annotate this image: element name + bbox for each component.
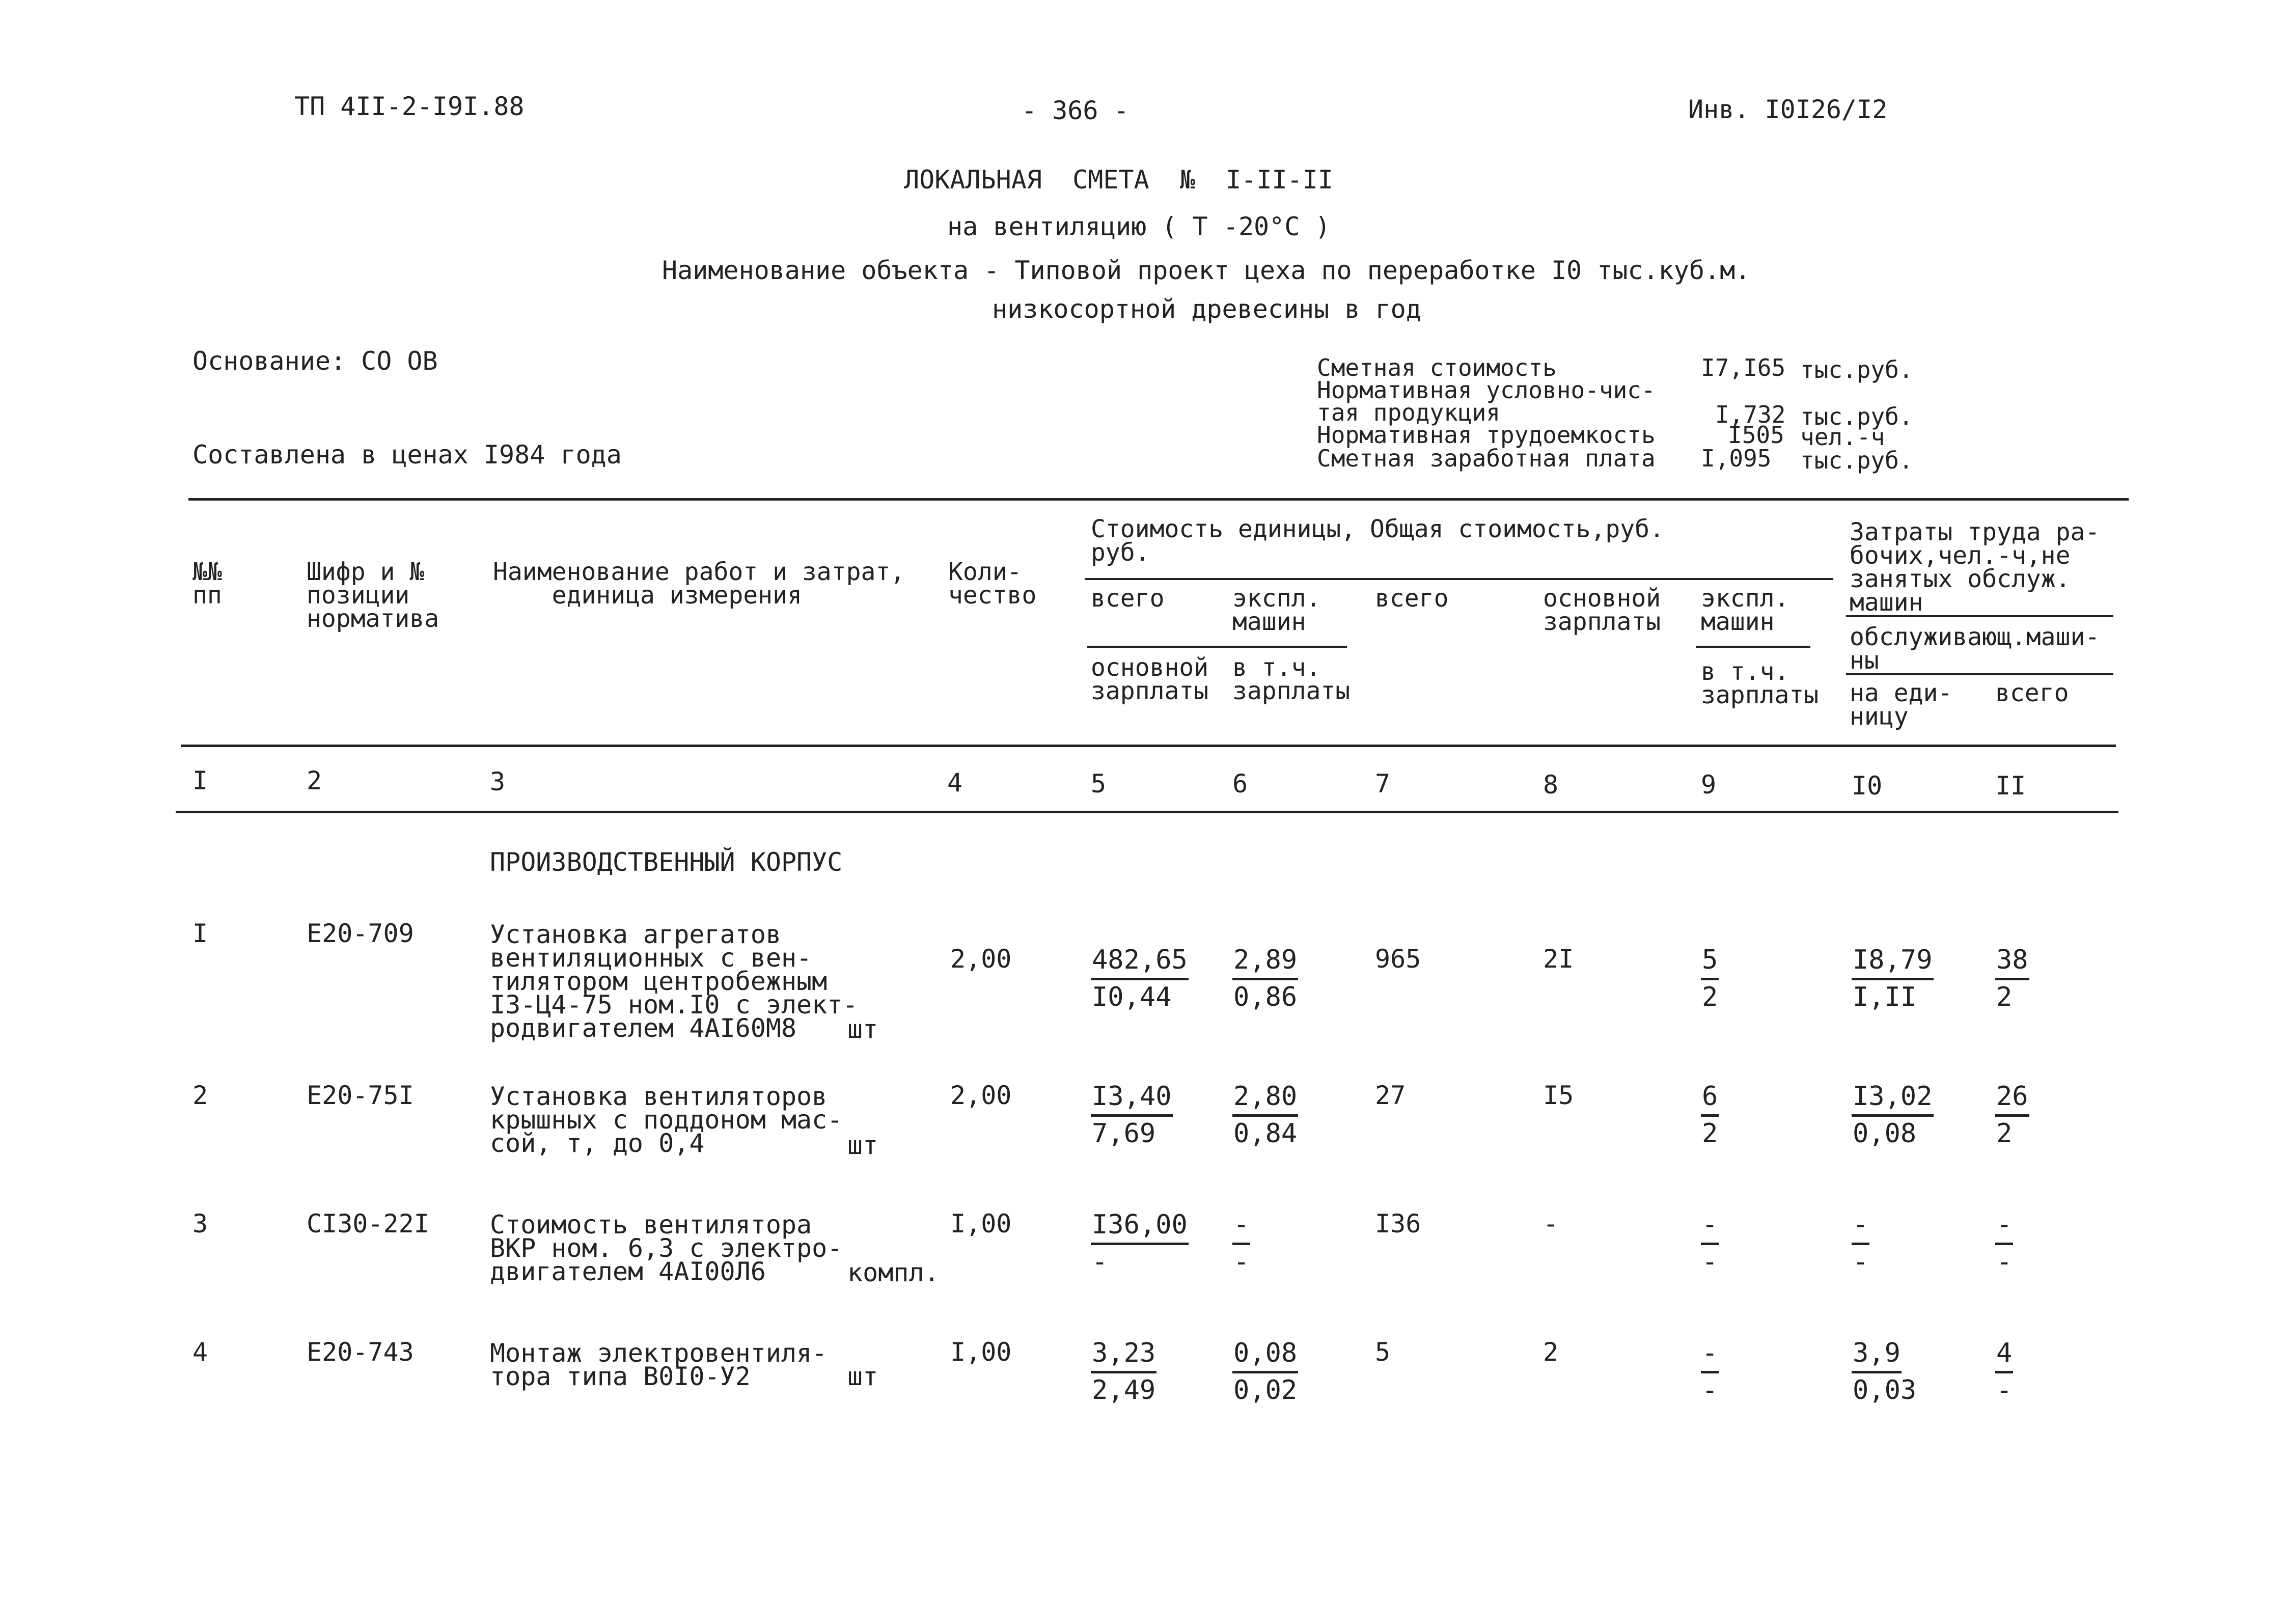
total-machine-wages: 2 bbox=[1702, 982, 1718, 1012]
summary-unit: тыс.руб. bbox=[1800, 403, 1913, 430]
summary-label: Сметная стоимость bbox=[1317, 354, 1557, 381]
machines-subrule bbox=[1696, 646, 1810, 648]
header-c6-bottom: в т.ч. зарплаты bbox=[1232, 653, 1351, 705]
row-unit-cost bbox=[1091, 1336, 1156, 1407]
header-bottom-rule bbox=[181, 745, 2116, 747]
estimate-subtitle: на вентиляцию ( Т -20°С ) bbox=[947, 212, 1331, 241]
row-labor-total bbox=[1995, 943, 2029, 1014]
row-labor-unit bbox=[1852, 943, 1934, 1014]
labor-service-per-unit: I,II bbox=[1853, 982, 1917, 1012]
row-machine-cost bbox=[1232, 943, 1298, 1014]
header-labor-sub: обслуживающ.маши- ны bbox=[1850, 623, 2100, 675]
summary-value: I,095 bbox=[1701, 445, 1772, 472]
row-unit-cost bbox=[1091, 943, 1189, 1014]
labor-per-unit: I8,79 bbox=[1852, 943, 1934, 980]
header-c5-top: всего bbox=[1091, 584, 1165, 613]
row-work-name: Установка агрегатов вентиляционных с вен- тилятором центробежным I3-Ц4-75 ном.I0 с элект- родвигателем 4АI60М8 bbox=[490, 920, 858, 1043]
row-work-name: Установка вентиляторов крышных с поддоном мас- сой, т, до 0,4 bbox=[490, 1082, 843, 1158]
labor-total: 38 bbox=[1995, 943, 2029, 980]
total-machines: - bbox=[1701, 1208, 1719, 1245]
unit-cost-subrule bbox=[1087, 646, 1347, 648]
header-labor: Затраты труда ра- бочих,чел.-ч,не занятых обслуж. машин bbox=[1850, 518, 2100, 617]
machine-wages: 0,02 bbox=[1233, 1375, 1298, 1406]
header-c8: основной зарплаты bbox=[1543, 584, 1661, 636]
row-unit: шт bbox=[847, 1131, 878, 1160]
unit-cost-total: I36,00 bbox=[1091, 1208, 1189, 1245]
labor-service-total: - bbox=[1996, 1247, 2013, 1277]
estimate-title: ЛОКАЛЬНАЯ СМЕТА № I-II-II bbox=[904, 165, 1333, 195]
row-total-machines bbox=[1701, 943, 1719, 1014]
header-work-name: Наименование работ и затрат, единица измерения bbox=[493, 558, 905, 610]
row-machine-cost bbox=[1232, 1336, 1298, 1407]
summary-value: I505 bbox=[1728, 421, 1784, 449]
row-total: 965 bbox=[1375, 944, 1421, 974]
unit-cost-wages: 7,69 bbox=[1092, 1118, 1156, 1149]
unit-cost-total: 482,65 bbox=[1091, 943, 1189, 980]
labor-total: - bbox=[1995, 1208, 2013, 1245]
header-c9-bottom: в т.ч. зарплаты bbox=[1701, 657, 1819, 709]
header-total-cost: Общая стоимость,руб. bbox=[1370, 515, 1664, 543]
total-machines: 6 bbox=[1701, 1080, 1719, 1117]
summary-unit: тыс.руб. bbox=[1800, 447, 1913, 474]
row-unit-cost bbox=[1091, 1080, 1173, 1150]
row-unit: шт bbox=[847, 1362, 878, 1391]
row-labor-unit bbox=[1852, 1208, 1869, 1279]
row-machine-cost bbox=[1232, 1208, 1250, 1279]
row-labor-total bbox=[1995, 1080, 2029, 1150]
row-code: Е20-75I bbox=[307, 1081, 414, 1110]
summary-value: I,732 bbox=[1715, 401, 1786, 428]
row-total-wages: 2I bbox=[1543, 944, 1574, 974]
row-total: 27 bbox=[1375, 1081, 1406, 1110]
section-title: ПРОИЗВОДСТВЕННЫЙ КОРПУС bbox=[490, 847, 843, 877]
machine-cost: 2,89 bbox=[1232, 943, 1298, 980]
header-c6-top: экспл. машин bbox=[1232, 584, 1321, 636]
column-number: 2 bbox=[307, 766, 322, 795]
row-total-wages: 2 bbox=[1543, 1337, 1559, 1367]
unit-cost-wages: 2,49 bbox=[1092, 1375, 1156, 1406]
unit-cost-wages: - bbox=[1092, 1247, 1108, 1277]
labor-sub-rule bbox=[1846, 673, 2113, 675]
row-total: 5 bbox=[1375, 1337, 1391, 1367]
column-number: 3 bbox=[490, 767, 506, 796]
header-quantity: Коли- чество bbox=[948, 558, 1037, 610]
summary-label: Нормативная условно-чис- bbox=[1317, 376, 1656, 404]
summary-unit: чел.-ч bbox=[1800, 423, 1885, 451]
column-number: 7 bbox=[1375, 769, 1391, 799]
header-c10: на еди- ницу bbox=[1850, 679, 1953, 731]
header-c5-bottom: основной зарплаты bbox=[1091, 653, 1209, 705]
row-number: 2 bbox=[192, 1081, 208, 1110]
summary-label: Нормативная трудоемкость bbox=[1317, 421, 1656, 449]
header-c9-top: экспл. машин bbox=[1701, 584, 1789, 636]
summary-label: тая продукция bbox=[1317, 399, 1501, 426]
row-machine-cost bbox=[1232, 1080, 1298, 1150]
labor-service-total: - bbox=[1996, 1375, 2013, 1406]
row-code: Е20-743 bbox=[307, 1337, 414, 1367]
header-c7: всего bbox=[1375, 584, 1449, 613]
column-number: I0 bbox=[1852, 771, 1883, 801]
row-work-name: Стоимость вентилятора ВКР ном. 6,3 с электро- двигателем 4АI00Л6 bbox=[490, 1210, 843, 1286]
row-number: 3 bbox=[192, 1209, 208, 1238]
machine-cost: 0,08 bbox=[1232, 1336, 1298, 1373]
machine-cost: - bbox=[1232, 1208, 1250, 1245]
labor-service-total: 2 bbox=[1996, 982, 2013, 1012]
header-unit-cost: Стоимость единицы, руб. bbox=[1091, 515, 1356, 567]
object-name-continued: низкосортной древесины в год bbox=[992, 294, 1421, 324]
unit-cost-total: 3,23 bbox=[1091, 1336, 1156, 1373]
column-number: 8 bbox=[1543, 770, 1559, 800]
row-quantity: 2,00 bbox=[950, 1081, 1012, 1110]
inventory-number: Инв. I0I26/I2 bbox=[1688, 95, 1888, 124]
row-unit-cost bbox=[1091, 1208, 1189, 1279]
machine-wages: - bbox=[1233, 1247, 1250, 1277]
column-number: II bbox=[1995, 771, 2026, 801]
object-name: Наименование объекта - Типовой проект цеха по переработке I0 тыс.куб.м. bbox=[662, 256, 1751, 285]
labor-per-unit: 3,9 bbox=[1852, 1336, 1902, 1373]
machine-cost: 2,80 bbox=[1232, 1080, 1298, 1117]
header-code: Шифр и № позиции норматива bbox=[307, 558, 439, 633]
row-labor-total bbox=[1995, 1336, 2013, 1407]
row-total-machines bbox=[1701, 1208, 1719, 1279]
labor-service-per-unit: 0,08 bbox=[1853, 1118, 1917, 1149]
labor-per-unit: - bbox=[1852, 1208, 1869, 1245]
row-labor-total bbox=[1995, 1208, 2013, 1279]
row-total-machines bbox=[1701, 1080, 1719, 1150]
column-numbers-rule bbox=[176, 811, 2118, 813]
unit-cost-wages: I0,44 bbox=[1092, 982, 1172, 1012]
table-top-rule bbox=[188, 498, 2129, 501]
cost-header-rule bbox=[1085, 578, 1833, 580]
summary-value: I7,I65 bbox=[1701, 354, 1786, 381]
unit-cost-total: I3,40 bbox=[1091, 1080, 1173, 1117]
column-number: 4 bbox=[947, 768, 963, 797]
machine-wages: 0,86 bbox=[1233, 982, 1298, 1012]
row-quantity: I,00 bbox=[950, 1209, 1012, 1238]
row-work-name: Монтаж электровентиля- тора типа В0I0-У2 bbox=[490, 1338, 828, 1391]
header-row-number: №№ пп bbox=[192, 558, 222, 610]
price-basis: Составлена в ценах I984 года bbox=[192, 440, 622, 470]
labor-service-per-unit: 0,03 bbox=[1853, 1375, 1917, 1406]
row-quantity: 2,00 bbox=[950, 944, 1012, 974]
labor-total: 4 bbox=[1995, 1336, 2013, 1373]
row-code: Е20-709 bbox=[307, 919, 414, 948]
row-quantity: I,00 bbox=[950, 1337, 1012, 1367]
row-unit: шт bbox=[847, 1014, 878, 1044]
row-total-machines bbox=[1701, 1336, 1719, 1407]
row-total-wages: - bbox=[1543, 1209, 1559, 1238]
row-labor-unit bbox=[1852, 1336, 1916, 1407]
total-machines: - bbox=[1701, 1336, 1719, 1373]
row-unit: компл. bbox=[847, 1258, 940, 1287]
column-number: 6 bbox=[1232, 769, 1248, 799]
labor-per-unit: I3,02 bbox=[1852, 1080, 1934, 1117]
labor-total: 26 bbox=[1995, 1080, 2029, 1117]
summary-label: Сметная заработная плата bbox=[1317, 445, 1656, 472]
row-labor-unit bbox=[1852, 1080, 1934, 1150]
basis-label: Основание: СО ОВ bbox=[192, 346, 438, 376]
row-total: I36 bbox=[1375, 1209, 1421, 1238]
document-code: ТП 4II-2-I9I.88 bbox=[294, 92, 525, 121]
page-number: - 366 - bbox=[1022, 96, 1129, 125]
total-machine-wages: - bbox=[1702, 1247, 1718, 1277]
row-number: 4 bbox=[192, 1337, 208, 1367]
total-machines: 5 bbox=[1701, 943, 1719, 980]
row-number: I bbox=[192, 919, 208, 948]
row-total-wages: I5 bbox=[1543, 1081, 1574, 1110]
row-code: СI30-22I bbox=[307, 1209, 429, 1238]
column-number: 9 bbox=[1701, 770, 1717, 800]
labor-service-total: 2 bbox=[1996, 1118, 2013, 1149]
column-number: I bbox=[192, 766, 208, 795]
header-c11: всего bbox=[1995, 679, 2069, 707]
total-machine-wages: 2 bbox=[1702, 1118, 1718, 1149]
total-machine-wages: - bbox=[1702, 1375, 1718, 1406]
machine-wages: 0,84 bbox=[1233, 1118, 1298, 1149]
summary-unit: тыс.руб. bbox=[1800, 356, 1913, 383]
labor-service-per-unit: - bbox=[1853, 1247, 1869, 1277]
column-number: 5 bbox=[1091, 769, 1107, 799]
